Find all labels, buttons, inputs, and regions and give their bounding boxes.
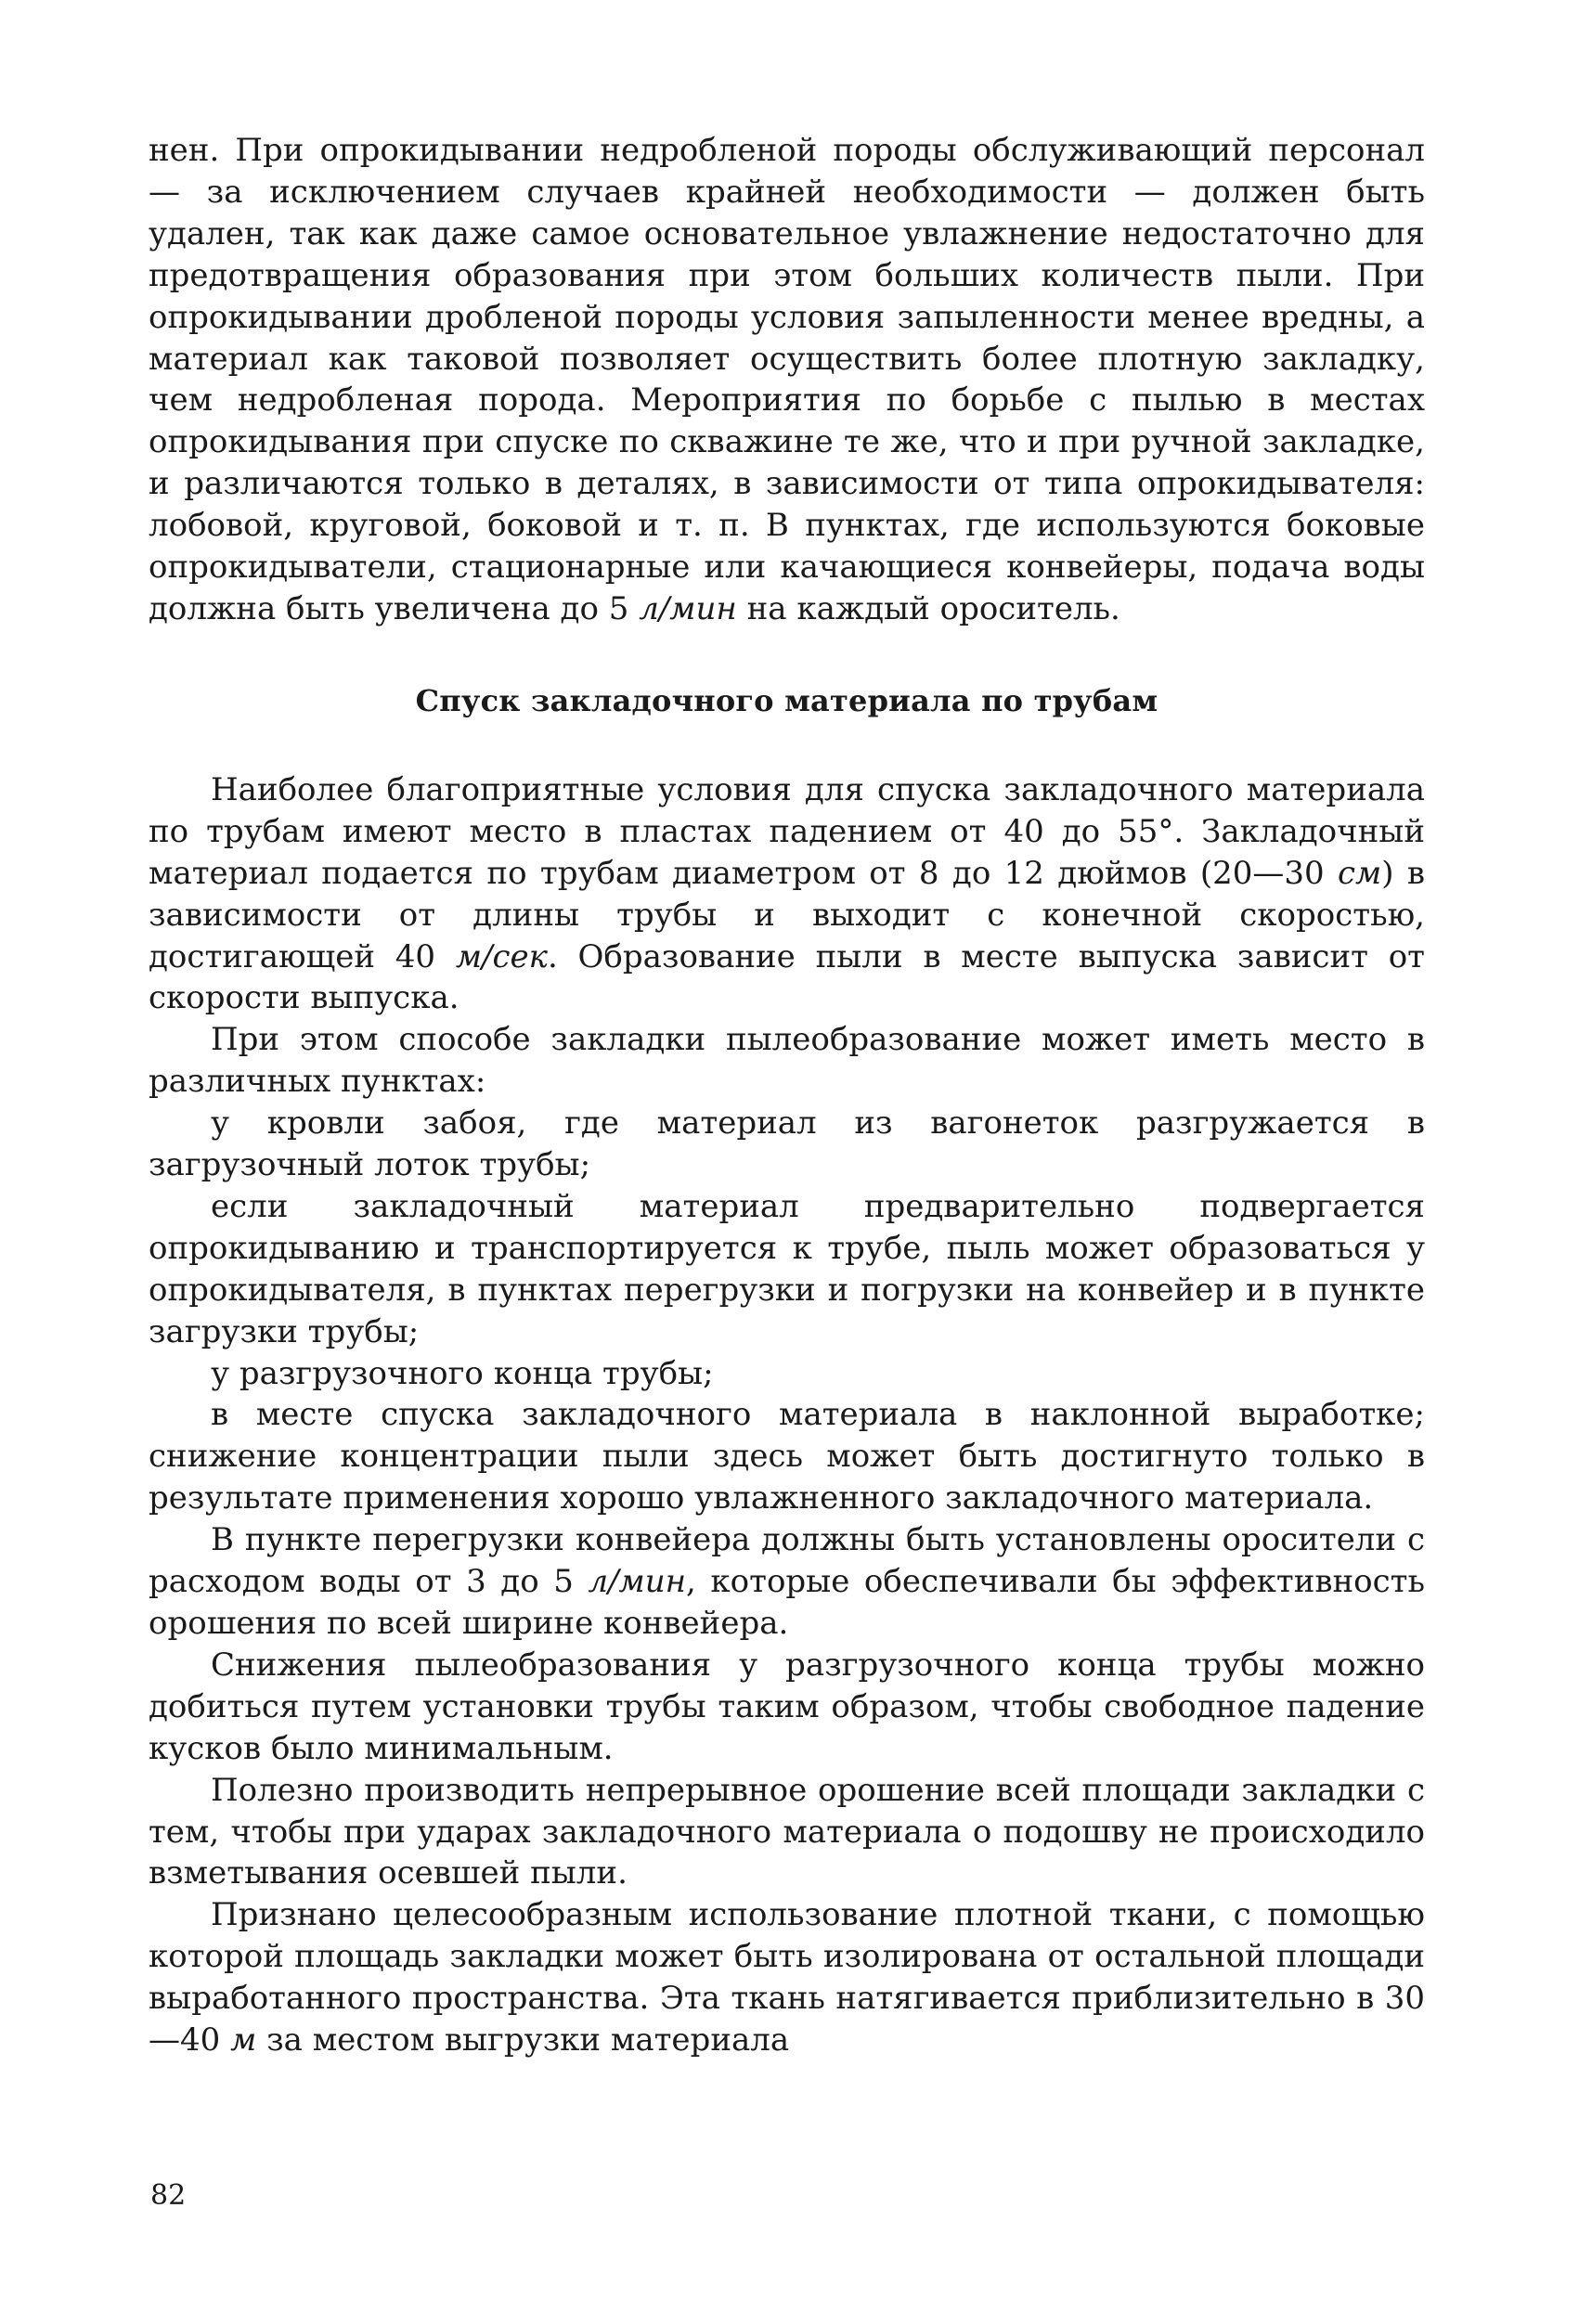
unit-meters-per-second: м/сек [455, 937, 548, 975]
paragraph [149, 769, 1425, 1019]
text-run: нен. При опрокидывании недробленой породы обслуживающий персонал — за исключением случаев крайней необходимости — должен быть удален, так как даже самое основательное увлажнение недостаточно для предотвращения образования при этом больших количеств пыли. При опрокидывании дробленой породы условия запыленности менее вредны, а материал как таковой позволяет осуществить более плотную закладку, чем недробленая порода. Мероприятия по борьбе с пылью в местах опрокидывания при спуске по скважине те же, что и при ручной закладке, и различаются только в деталях, в зависимости от типа опрокидывателя: лобовой, круговой, боковой и т. п. В пунктах, где используются боковые опрокидыватели, стационарные или качающиеся конвейеры, подача воды должна быть увеличена до 5 [149, 132, 1425, 627]
text-run: Наиболее благоприятные условия для спуска закладочного материала по трубам имеют место в пластах падением от 40 до 55°. Закладочный материал подается по трубам диаметром от 8 до 12 дюймов (20—30 [149, 770, 1425, 892]
unit-liters-per-minute: л/мин [588, 1563, 687, 1601]
text-run: , которые обеспечивали бы эффективность орошения по всей ширине конвейера. [149, 1563, 1425, 1642]
text-run: за местом выгрузки материала [256, 2021, 790, 2059]
paragraph [149, 1894, 1425, 2061]
paragraph: При этом способе закладки пылеобразование может иметь место в различных пунктах: [149, 1021, 1425, 1101]
unit-meters: м [230, 2021, 257, 2059]
list-item: у разгрузочного конца трубы; [211, 1354, 714, 1392]
paragraph [149, 1519, 1425, 1645]
list-item: если закладочный материал предварительно подвергается опрокидыванию и транспортируется к трубе, пыль может образоваться у опрокидывателя, в пунктах перегрузки и погрузки на конвейер и в пункте загрузки трубы; [149, 1187, 1425, 1350]
section-heading: Спуск закладочного материала по трубам [415, 682, 1158, 718]
list-item: у кровли забоя, где материал из вагонеток разгружается в загрузочный лоток трубы; [149, 1104, 1425, 1184]
text-run: ) в зависимости от длины трубы и выходит с конечной скоростью, достигающей 40 [149, 854, 1426, 975]
text-run: Признано целесообразным использование плотной ткани, с помощью которой площадь закладки может быть изолирована от остальной площади выработанного пространства. Эта ткань натягивается приблизительно в 30—40 [149, 1896, 1425, 2059]
text-run: . Образование пыли в месте выпуска зависит от скорости выпуска. [149, 937, 1425, 1017]
paragraph: Полезно производить непрерывное орошение всей площади закладки с тем, чтобы при ударах закладочного материала о подошву не происходило взметывания осевшей пыли. [149, 1771, 1425, 1892]
page-body [149, 130, 1425, 2061]
unit-centimeters: см [1338, 854, 1382, 892]
paragraph-continued [149, 130, 1425, 630]
paragraph: Снижения пылеобразования у разгрузочного конца трубы можно добиться путем установки трубы таким образом, чтобы свободное падение кусков было минимальным. [149, 1646, 1425, 1767]
text-run: В пункте перегрузки конвейера должны быть установлены оросители с расходом воды от 3 до 5 [149, 1521, 1425, 1601]
text-run: на каждый ороситель. [736, 589, 1120, 627]
page-number: 82 [150, 2179, 187, 2212]
list-item: в месте спуска закладочного материала в наклонной выработке; снижение концентрации пыли здесь может быть достигнуто только в результате применения хорошо увлажненного закладочного материала. [149, 1396, 1425, 1517]
unit-liters-per-minute: л/мин [639, 589, 737, 627]
